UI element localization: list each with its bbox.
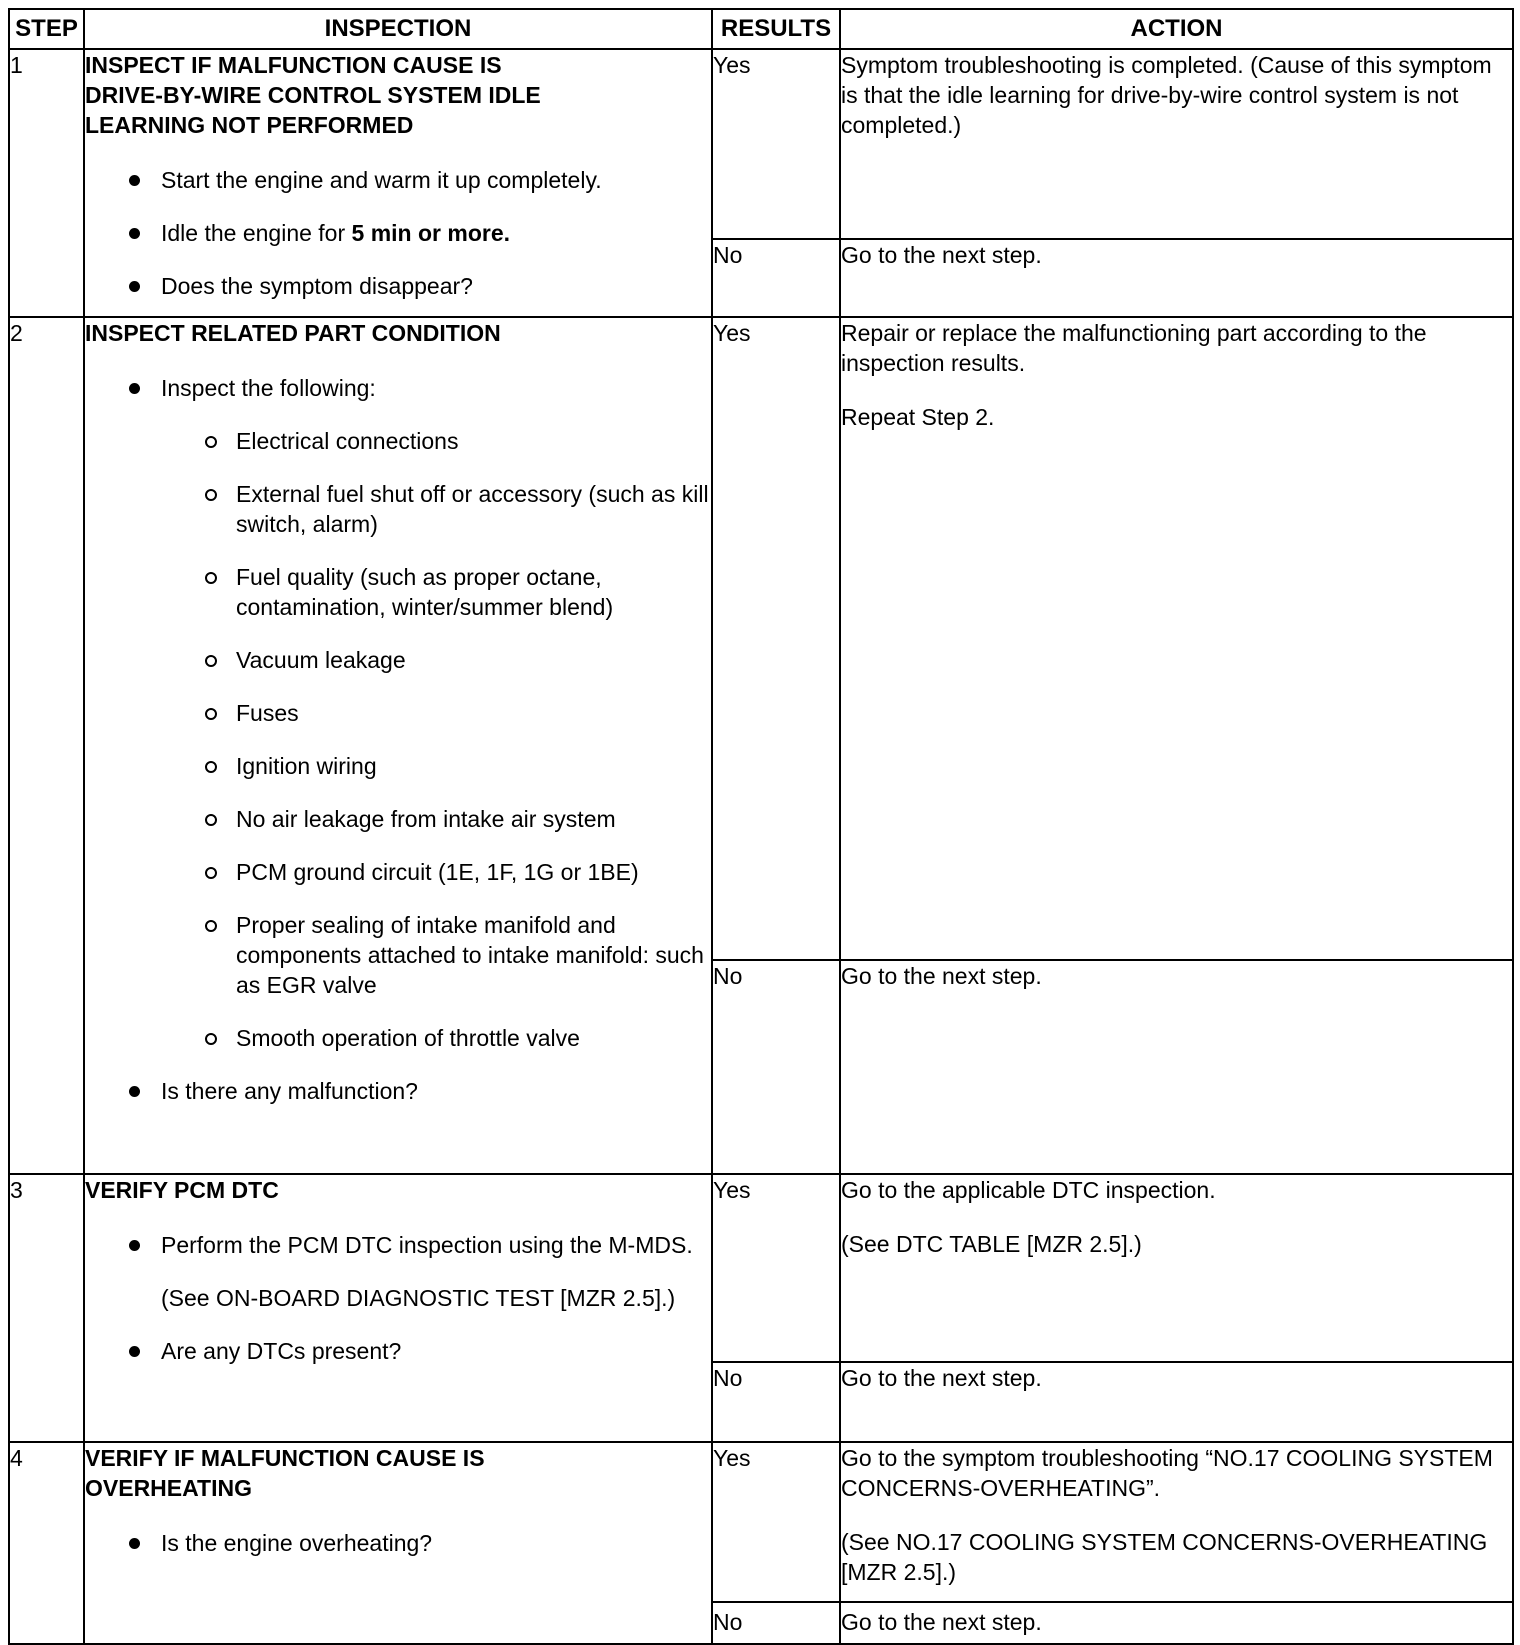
bullet-ring-icon	[205, 708, 217, 720]
sub-item	[85, 804, 711, 834]
result-no: No	[712, 239, 840, 317]
step-1-title-line: LEARNING NOT PERFORMED	[85, 112, 414, 138]
reference-link-text: (See ON-BOARD DIAGNOSTIC TEST [MZR 2.5].)	[161, 1285, 676, 1311]
bullet-text: Perform the PCM DTC inspection using the M-MDS.	[161, 1232, 693, 1258]
action-no: Go to the next step.	[840, 1602, 1513, 1644]
bullet-ring-icon	[205, 436, 217, 448]
step-3-inspection	[84, 1174, 712, 1442]
action-yes	[840, 49, 1513, 239]
header-row	[9, 9, 1513, 49]
step-2-title: INSPECT RELATED PART CONDITION	[85, 320, 501, 346]
step-2-yes-row	[9, 317, 1513, 960]
bullet-dot-icon	[129, 228, 140, 239]
reference-text	[85, 1283, 711, 1313]
result-no: No	[712, 1602, 840, 1644]
bullet-dot-icon	[129, 1240, 140, 1251]
bullet-dot-icon	[129, 1086, 140, 1097]
action-no: Go to the next step.	[840, 239, 1513, 317]
step-1-title-line: DRIVE-BY-WIRE CONTROL SYSTEM IDLE	[85, 82, 541, 108]
result-no: No	[712, 1362, 840, 1442]
action-text: (See NO.17 COOLING SYSTEM CONCERNS-OVERHEATING [MZR 2.5].)	[841, 1529, 1488, 1585]
sub-item-text: Fuel quality (such as proper octane, contamination, winter/summer blend)	[236, 564, 614, 620]
step-4-yes-row	[9, 1442, 1513, 1602]
bullet-item	[85, 1336, 711, 1366]
bullet-item	[85, 1528, 711, 1558]
step-1-inspection	[84, 49, 712, 317]
step-3-yes-row	[9, 1174, 1513, 1362]
action-text: Go to the symptom troubleshooting “NO.17 COOLING SYSTEM CONCERNS-OVERHEATING”.	[841, 1445, 1493, 1501]
bullet-text: Are any DTCs present?	[161, 1338, 402, 1364]
bullet-text: Is there any malfunction?	[161, 1078, 418, 1104]
action-text: (See DTC TABLE [MZR 2.5].)	[841, 1231, 1142, 1257]
bullet-ring-icon	[205, 867, 217, 879]
result-yes: Yes	[712, 317, 840, 960]
sub-item	[85, 1023, 711, 1053]
step-1-yes-row	[9, 49, 1513, 239]
sub-item-text: Proper sealing of intake manifold and components attached to intake manifold: such as EGR valve	[236, 912, 704, 998]
sub-item-text: Fuses	[236, 700, 299, 726]
sub-item	[85, 426, 711, 456]
bullet-ring-icon	[205, 655, 217, 667]
step-4-title-line: VERIFY IF MALFUNCTION CAUSE IS	[85, 1445, 485, 1471]
bullet-item	[85, 165, 711, 195]
bullet-item	[85, 1230, 711, 1260]
bullet-text-bold: 5 min or more.	[351, 220, 511, 246]
bullet-ring-icon	[205, 1033, 217, 1045]
bullet-ring-icon	[205, 814, 217, 826]
sub-item-text: Vacuum leakage	[236, 647, 406, 673]
step-4-inspection	[84, 1442, 712, 1644]
step-number: 2	[9, 317, 84, 1174]
header-inspection: INSPECTION	[84, 9, 712, 49]
bullet-ring-icon	[205, 572, 217, 584]
sub-item-text: Smooth operation of throttle valve	[236, 1025, 580, 1051]
sub-item-text: External fuel shut off or accessory (such as kill switch, alarm)	[236, 481, 709, 537]
sub-item-text: Electrical connections	[236, 428, 459, 454]
bullet-text: Does the symptom disappear?	[161, 273, 473, 299]
step-number: 4	[9, 1442, 84, 1644]
bullet-item	[85, 1076, 711, 1106]
sub-item	[85, 562, 711, 622]
bullet-ring-icon	[205, 761, 217, 773]
sub-item	[85, 645, 711, 675]
bullet-item	[85, 271, 711, 301]
sub-item	[85, 910, 711, 1000]
sub-item	[85, 751, 711, 781]
sub-item	[85, 698, 711, 728]
bullet-item	[85, 373, 711, 403]
step-number: 3	[9, 1174, 84, 1442]
bullet-ring-icon	[205, 489, 217, 501]
action-text: Repeat Step 2.	[841, 404, 995, 430]
bullet-text: Start the engine and warm it up completely.	[161, 167, 602, 193]
diagnostic-table	[8, 8, 1514, 1645]
step-2-inspection	[84, 317, 712, 1174]
action-yes	[840, 1442, 1513, 1602]
bullet-ring-icon	[205, 920, 217, 932]
step-1-title	[85, 50, 711, 140]
bullet-text: Inspect the following:	[161, 375, 376, 401]
action-text: Repair or replace the malfunctioning part according to the inspection results.	[841, 320, 1427, 376]
bullet-dot-icon	[129, 1538, 140, 1549]
step-4-title	[85, 1443, 711, 1503]
step-number: 1	[9, 49, 84, 317]
action-yes	[840, 1174, 1513, 1362]
sub-item-text: Ignition wiring	[236, 753, 377, 779]
step-4-title-line: OVERHEATING	[85, 1475, 252, 1501]
action-yes	[840, 317, 1513, 960]
result-yes: Yes	[712, 49, 840, 239]
result-yes: Yes	[712, 1174, 840, 1362]
action-no: Go to the next step.	[840, 1362, 1513, 1442]
step-3-title: VERIFY PCM DTC	[85, 1177, 279, 1203]
sub-item	[85, 479, 711, 539]
bullet-text: Idle the engine for	[161, 220, 352, 246]
sub-item-text: No air leakage from intake air system	[236, 806, 616, 832]
sub-item	[85, 857, 711, 887]
sub-item-text: PCM ground circuit (1E, 1F, 1G or 1BE)	[236, 859, 639, 885]
bullet-dot-icon	[129, 281, 140, 292]
bullet-dot-icon	[129, 1346, 140, 1357]
action-text: Symptom troubleshooting is completed. (Cause of this symptom is that the idle learning for drive-by-wire control system is not completed.)	[841, 52, 1492, 138]
header-step: STEP	[9, 9, 84, 49]
bullet-text: Is the engine overheating?	[161, 1530, 433, 1556]
result-no: No	[712, 960, 840, 1174]
result-yes: Yes	[712, 1442, 840, 1602]
action-no: Go to the next step.	[840, 960, 1513, 1174]
action-text: Go to the applicable DTC inspection.	[841, 1177, 1216, 1203]
bullet-item	[85, 218, 711, 248]
bullet-dot-icon	[129, 383, 140, 394]
step-1-title-line: INSPECT IF MALFUNCTION CAUSE IS	[85, 52, 502, 78]
header-action: ACTION	[840, 9, 1513, 49]
bullet-dot-icon	[129, 175, 140, 186]
header-results: RESULTS	[712, 9, 840, 49]
